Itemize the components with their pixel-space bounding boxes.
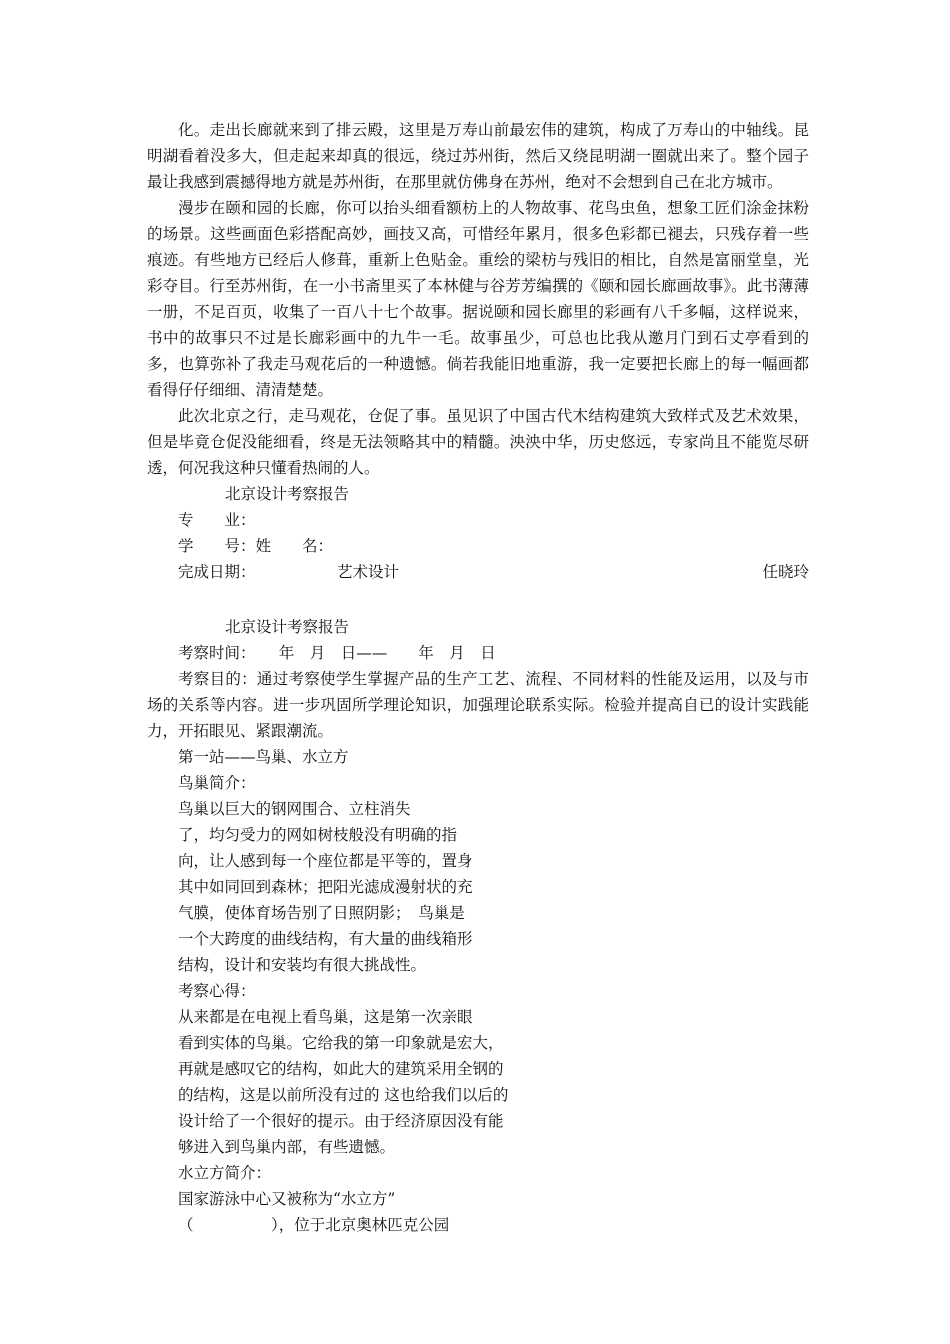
- student-name-value: 任晓玲: [762, 563, 809, 581]
- impressions: [147, 1004, 573, 1160]
- major-value: 艺术设计: [337, 563, 400, 581]
- paragraph-long-corridor: 漫步在颐和园的长廊，你可以抬头细看额枋上的人物故事、花鸟虫鱼，想象工匠们涂金抹粉的场景。这些画面色彩搭配高妙，画技又高，可惜经年累月，很多色彩都已褪去，只残存着一些痕迹。有些地方已经后人修葺，重新上色贴金。重绘的梁枋与残旧的相比，自然是富丽堂皇，光彩夺目。行至苏州街，在一小书斋里买了本林健与谷芳芳编撰的《颐和园长廊画故事》。此书薄薄一册，不足百页，收集了一百八十七个故事。据说颐和园长廊里的彩画有八千多幅，这样说来，书中的故事只不过是长廊彩画中的九牛一毛。故事虽少，可总也比我从邀月门到石丈亭看到的多，也算弥补了我走马观花后的一种遗憾。倘若我能旧地重游，我一定要把长廊上的每一幅画都看得仔仔细细、清清楚楚。: [147, 199, 809, 399]
- birds-nest-intro-line: 气膜，使体育场告别了日照阴影； 鸟巢是: [178, 904, 465, 922]
- completion-date-row: [147, 559, 809, 585]
- birds-nest-intro-line: 向，让人感到每一个座位都是平等的，置身: [178, 852, 473, 870]
- essay-body: [147, 117, 809, 585]
- paragraph-beijing-trip: 此次北京之行，走马观花，仓促了事。虽见识了中国古代木结构建筑大致样式及艺术效果，但是毕竟仓促没能细看，终是无法领略其中的精髓。泱泱中华，历史悠远，专家尚且不能览尽研透，何况我这种只懂看热闹的人。: [147, 407, 809, 477]
- impressions-line: 的结构，这是以前所没有过的 这也给我们以后的: [178, 1086, 509, 1104]
- student-id-name-label: 学 号：姓 名：: [178, 537, 334, 555]
- impressions-line: 够进入到鸟巢内部，有些遗憾。: [178, 1138, 396, 1156]
- water-cube-intro-heading: 水立方简介：: [178, 1164, 272, 1182]
- report-section: [147, 614, 809, 1238]
- inspection-time: 考察时间： 年 月 日—— 年 月 日: [178, 644, 496, 662]
- impressions-line: 再就是感叹它的结构，如此大的建筑采用全钢的: [178, 1060, 504, 1078]
- birds-nest-intro-line: 一个大跨度的曲线结构，有大量的曲线箱形: [178, 930, 473, 948]
- station-one-heading: 第一站——鸟巢、水立方: [178, 748, 349, 766]
- birds-nest-intro-heading: 鸟巢简介：: [178, 774, 256, 792]
- water-cube-intro-line: （ ），位于北京奥林匹克公园: [178, 1216, 450, 1234]
- water-cube-intro-line: 国家游泳中心又被称为“水立方”: [178, 1190, 396, 1208]
- impressions-line: 从来都是在电视上看鸟巢，这是第一次亲眼: [178, 1008, 473, 1026]
- birds-nest-intro-line: 结构，设计和安装均有很大挑战性。: [178, 956, 427, 974]
- impressions-heading: 考察心得：: [178, 982, 256, 1000]
- paragraph-summer-palace-walk: 化。走出长廊就来到了排云殿，这里是万寿山前最宏伟的建筑，构成了万寿山的中轴线。昆明湖看着没多大，但走起来却真的很远，绕过苏州街，然后又绕昆明湖一圈就出来了。整个园子最让我感到震撼得地方就是苏州街，在那里就仿佛身在苏州，绝对不会想到自己在北方城市。: [147, 121, 809, 191]
- birds-nest-intro-line: 其中如同回到森林；把阳光滤成漫射状的充: [178, 878, 473, 896]
- impressions-line: 设计给了一个很好的提示。由于经济原因没有能: [178, 1112, 504, 1130]
- birds-nest-intro-line: 了，均匀受力的网如树枝般没有明确的指: [178, 826, 458, 844]
- cover-title: 北京设计考察报告: [225, 485, 350, 503]
- inspection-purpose: 考察目的：通过考察使学生掌握产品的生产工艺、流程、不同材料的性能及运用，以及与市场的关系等内容。进一步巩固所学理论知识，加强理论联系实际。检验并提高自已的设计实践能力，开拓眼见、紧跟潮流。: [147, 670, 809, 740]
- impressions-line: 看到实体的鸟巢。它给我的第一印象就是宏大，: [178, 1034, 504, 1052]
- water-cube-intro: [147, 1186, 573, 1238]
- report-title: 北京设计考察报告: [225, 618, 350, 636]
- major-label: 专 业：: [178, 511, 256, 529]
- birds-nest-intro-line: 鸟巢以巨大的钢网围合、立柱消失: [178, 800, 411, 818]
- completion-date-label: 完成日期：: [178, 563, 256, 581]
- birds-nest-intro: [147, 796, 573, 978]
